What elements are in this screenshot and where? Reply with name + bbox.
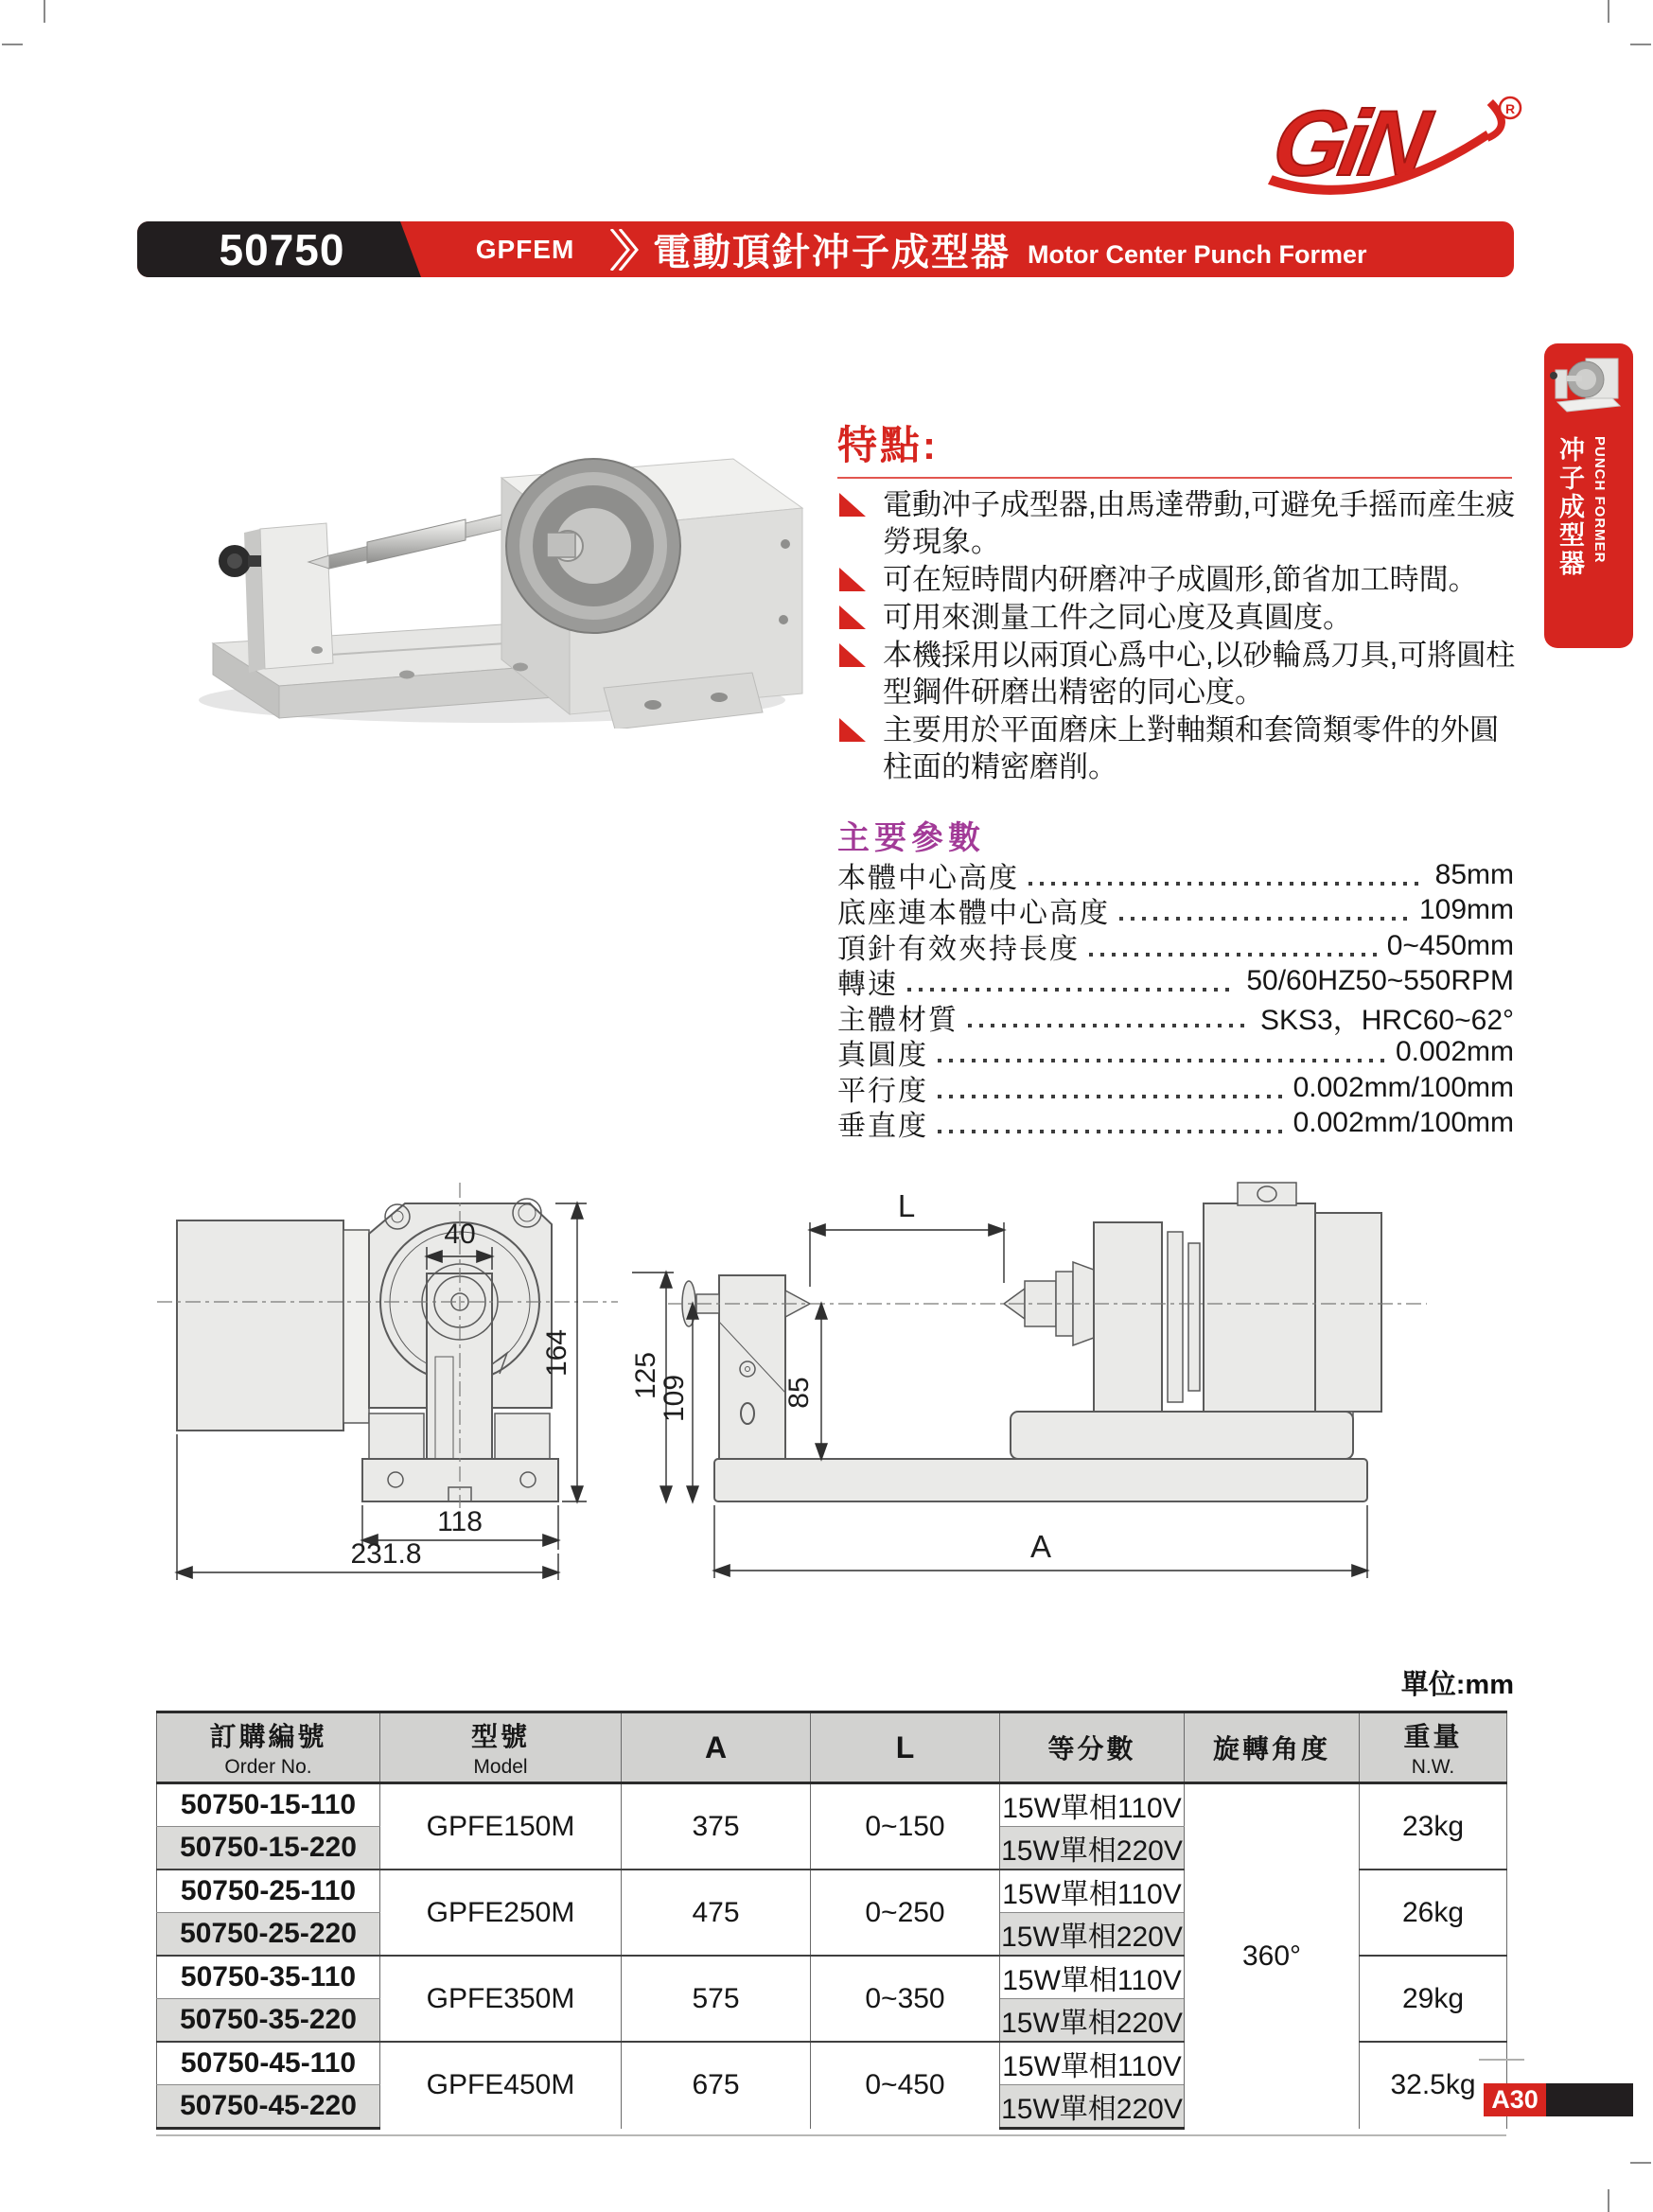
col-order-zh: 訂購編號 <box>209 1722 327 1751</box>
phase-cell: 15W單相220V <box>1000 1999 1185 2043</box>
header-titles <box>653 221 1367 277</box>
col-rotation <box>1185 1712 1360 1783</box>
spec-row <box>837 1106 1514 1142</box>
phase-cell: 15W單相110V <box>1000 1956 1185 1999</box>
leader-dots <box>1029 882 1426 886</box>
table-bottom-shadow <box>156 2134 1506 2136</box>
weight-cell: 32.5kg <box>1360 2042 1507 2129</box>
spec-label: 本體中心高度 <box>837 862 1019 894</box>
spec-row <box>837 1035 1514 1071</box>
cropmark-top-right-h <box>1630 44 1651 45</box>
col-l-label: L <box>895 1729 915 1764</box>
dim-231-8: 231.8 <box>350 1538 422 1570</box>
order-no-cell: 50750-45-110 <box>157 2042 380 2085</box>
chevron-separator-icon <box>607 229 645 275</box>
logo-glyphs <box>1266 92 1507 195</box>
spec-row <box>837 964 1514 1000</box>
a-cell: 575 <box>622 1956 811 2042</box>
order-no-cell: 50750-35-110 <box>157 1956 380 1999</box>
page-title-en: Motor Center Punch Former <box>1028 240 1367 269</box>
cropmark-top-left-v <box>44 0 45 23</box>
dim-L: L <box>897 1188 916 1223</box>
dim-40: 40 <box>444 1219 476 1250</box>
weight-cell: 26kg <box>1360 1870 1507 1956</box>
feature-text: 本機採用以兩頂心爲中心,以砂輪爲刀具,可將圓柱型鋼件研磨出精密的同心度。 <box>883 639 1516 709</box>
dim-164: 164 <box>541 1328 572 1378</box>
spec-table <box>156 1711 1506 2136</box>
spec-value: SKS3，HRC60~62° <box>1260 1004 1514 1036</box>
side-tab-punch-former <box>1544 343 1633 648</box>
col-division-label: 等分數 <box>1047 1734 1136 1764</box>
side-tab-label-en: PUNCH FORMER <box>1591 436 1608 564</box>
spec-value: 50/60HZ50~550RPM <box>1246 965 1514 997</box>
cropmark-bottom-right-v <box>1608 2189 1609 2212</box>
section-header-bar <box>137 221 1514 277</box>
features-list <box>837 486 1525 786</box>
model-cell: GPFE450M <box>380 2042 622 2129</box>
col-l <box>811 1712 1000 1783</box>
phase-cell: 15W單相220V <box>1000 1913 1185 1957</box>
spec-value: 0.002mm/100mm <box>1293 1107 1514 1139</box>
phase-cell: 15W單相220V <box>1000 1827 1185 1870</box>
spec-label: 頂針有效夾持長度 <box>837 933 1080 965</box>
feature-text: 主要用於平面磨床上對軸類和套筒類零件的外圓柱面的精密磨削。 <box>883 713 1499 783</box>
feature-item <box>837 637 1525 711</box>
series-code: GPFEM <box>475 234 575 264</box>
feature-text: 電動冲子成型器,由馬達帶動,可避免手摇而産生疲勞現象。 <box>883 488 1516 558</box>
col-a <box>622 1712 811 1783</box>
feature-item <box>837 561 1525 598</box>
spec-value: 0.002mm <box>1395 1036 1514 1068</box>
spec-value: 0~450mm <box>1386 929 1514 961</box>
col-model-zh: 型號 <box>470 1722 530 1751</box>
spec-label: 轉速 <box>837 969 898 1001</box>
col-weight-en: N.W. <box>1411 1756 1455 1778</box>
features-heading: 特點: <box>837 423 939 467</box>
col-division <box>1000 1712 1185 1783</box>
order-no-cell: 50750-15-220 <box>157 1827 380 1870</box>
col-a-label: A <box>704 1729 728 1764</box>
logo-text: GiN <box>1265 91 1433 195</box>
unit-label: 單位:mm <box>1400 1670 1514 1700</box>
col-rotation-label: 旋轉角度 <box>1212 1734 1330 1764</box>
col-model <box>380 1712 622 1783</box>
leader-dots <box>938 1130 1284 1133</box>
col-order-no <box>157 1712 380 1783</box>
order-no-cell: 50750-45-220 <box>157 2085 380 2129</box>
col-model-en: Model <box>473 1756 528 1778</box>
feature-item <box>837 486 1525 560</box>
spec-row <box>837 928 1514 964</box>
registered-mark: R <box>1504 101 1516 116</box>
rotation-cell: 360° <box>1185 1783 1360 2129</box>
cropmark-bottom-right-h <box>1630 2162 1651 2164</box>
dim-118: 118 <box>437 1506 483 1537</box>
feature-text: 可用來測量工件之同心度及真圓度。 <box>883 601 1352 634</box>
l-cell: 0~450 <box>811 2042 1000 2129</box>
dim-A: A <box>1029 1529 1052 1564</box>
spec-label: 垂直度 <box>837 1111 928 1143</box>
feature-text: 可在短時間内研磨冲子成圓形,節省加工時間。 <box>883 563 1478 596</box>
spec-label: 平行度 <box>837 1075 928 1107</box>
spec-value: 0.002mm/100mm <box>1293 1071 1514 1103</box>
dim-85: 85 <box>783 1377 815 1409</box>
model-cell: GPFE250M <box>380 1870 622 1956</box>
spec-row <box>837 857 1514 893</box>
leader-dots <box>1119 917 1410 921</box>
a-cell: 675 <box>622 2042 811 2129</box>
order-no-cell: 50750-35-220 <box>157 1999 380 2043</box>
order-no-cell: 50750-15-110 <box>157 1783 380 1827</box>
cropmark-top-right-v <box>1608 0 1609 23</box>
col-weight <box>1360 1712 1507 1783</box>
brand-logo <box>1249 85 1533 203</box>
a-cell: 475 <box>622 1870 811 1956</box>
features-underline <box>837 477 1512 479</box>
leader-dots <box>968 1024 1251 1027</box>
feature-item <box>837 599 1525 636</box>
l-cell: 0~250 <box>811 1870 1000 1956</box>
col-order-en: Order No. <box>224 1756 312 1778</box>
model-cell: GPFE150M <box>380 1783 622 1870</box>
phase-cell: 15W單相110V <box>1000 1783 1185 1827</box>
specs-list <box>837 857 1514 1141</box>
l-cell: 0~350 <box>811 1956 1000 2042</box>
spec-value: 85mm <box>1434 858 1514 890</box>
page-title: 電動頂針冲子成型器 <box>653 232 1011 273</box>
spec-label: 真圓度 <box>837 1040 928 1072</box>
col-weight-zh: 重量 <box>1403 1722 1463 1751</box>
dim-109: 109 <box>659 1374 690 1423</box>
table-header-row <box>157 1712 1507 1783</box>
product-photo <box>123 307 804 729</box>
order-no-cell: 50750-25-110 <box>157 1870 380 1913</box>
phase-cell: 15W單相110V <box>1000 2042 1185 2085</box>
spec-label: 主體材質 <box>837 1004 958 1036</box>
cropmark-top-left-h <box>2 44 23 45</box>
spec-row <box>837 1070 1514 1106</box>
dim-125: 125 <box>630 1351 661 1400</box>
leader-dots <box>938 1095 1284 1098</box>
product-code: 50750 <box>219 224 345 274</box>
l-cell: 0~150 <box>811 1783 1000 1870</box>
leader-dots <box>907 988 1237 992</box>
model-cell: GPFE350M <box>380 1956 622 2042</box>
table-row <box>157 1783 1507 1827</box>
leader-dots <box>938 1059 1386 1062</box>
spec-row <box>837 999 1514 1035</box>
leader-dots <box>1089 953 1378 957</box>
spec-label: 底座連本體中心高度 <box>837 898 1110 930</box>
badge-tick-line <box>1479 2059 1524 2061</box>
side-tab-label-zh: 冲子成型器 <box>1556 436 1584 578</box>
technical-drawing <box>102 1175 1533 1603</box>
spec-row <box>837 893 1514 929</box>
feature-item <box>837 711 1525 785</box>
page-number-badge-bar <box>1546 2083 1633 2116</box>
weight-cell: 23kg <box>1360 1783 1507 1870</box>
side-tab-thumbnail <box>1544 343 1633 434</box>
phase-cell: 15W單相220V <box>1000 2085 1185 2129</box>
spec-value: 109mm <box>1418 894 1514 926</box>
page-number-badge: A30 <box>1484 2083 1546 2116</box>
phase-cell: 15W單相110V <box>1000 1870 1185 1913</box>
weight-cell: 29kg <box>1360 1956 1507 2042</box>
order-no-cell: 50750-25-220 <box>157 1913 380 1957</box>
specs-heading: 主要參數 <box>837 820 985 856</box>
a-cell: 375 <box>622 1783 811 1870</box>
